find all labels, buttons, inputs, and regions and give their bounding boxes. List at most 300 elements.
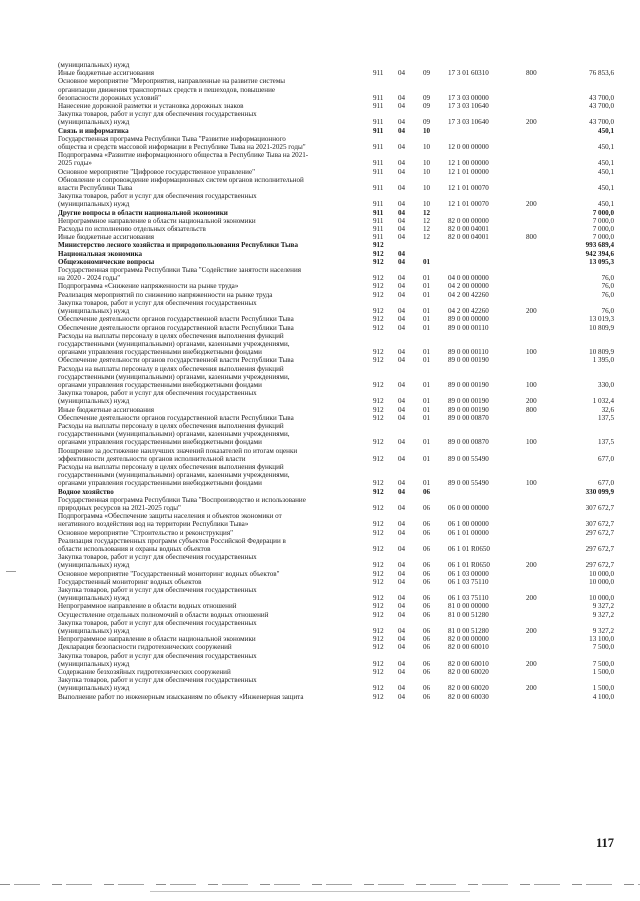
row-name: Национальная экономика	[58, 249, 143, 258]
row-expense-type-code: 800	[526, 233, 537, 242]
row-section-code: 04	[398, 413, 406, 422]
row-section-code: 04	[398, 126, 406, 135]
row-expense-type-code	[526, 315, 556, 323]
table-row	[58, 635, 614, 643]
row-grbs-code: 911	[373, 184, 384, 193]
row-grbs-code: 912	[373, 356, 384, 365]
row-amount: 7 000,0	[592, 208, 614, 217]
row-expense-type-code	[526, 225, 556, 233]
row-target-article-code: 89 0 00 00000	[448, 315, 489, 324]
row-target-article-code: 89 0 00 55490	[448, 479, 489, 488]
table-row	[58, 488, 614, 496]
row-grbs-code: 912	[373, 323, 384, 332]
table-row	[58, 570, 614, 578]
row-name: Общеэкономические вопросы	[58, 257, 155, 266]
table-row	[58, 233, 614, 241]
row-expense-type-code: 100	[526, 380, 537, 389]
row-expense-type-code: 200	[526, 561, 537, 570]
row-expense-type-code	[526, 282, 556, 290]
row-expense-type-code	[526, 447, 556, 463]
table-row	[58, 69, 614, 77]
row-subsection-code: 01	[423, 405, 431, 414]
row-expense-type-code	[526, 176, 556, 192]
row-grbs-code: 911	[373, 159, 384, 168]
row-subsection-code: 12	[423, 225, 431, 234]
row-section-code: 04	[398, 356, 406, 365]
row-grbs-code: 912	[373, 528, 384, 537]
row-subsection-code: 06	[423, 577, 431, 586]
row-name: Основное мероприятие "Мероприятия, направленные на развитие системы организации движения транспортных средств и пешеходов, повышение безопасности дорожных условий"	[58, 77, 286, 102]
row-expense-type-code: 800	[526, 405, 537, 414]
row-subsection-code: 06	[423, 635, 431, 644]
row-section-code: 04	[398, 159, 406, 168]
table-row	[58, 496, 614, 512]
row-section-code: 04	[398, 282, 406, 291]
table-row	[58, 332, 614, 357]
row-target-article-code: 89 0 00 00870	[448, 438, 489, 447]
table-row	[58, 652, 614, 668]
row-grbs-code: 912	[373, 348, 384, 357]
row-amount: 9 327,2	[592, 602, 614, 611]
table-row	[58, 102, 614, 110]
row-section-code: 04	[398, 143, 406, 152]
row-grbs-code: 911	[373, 118, 384, 127]
row-amount: 1 032,4	[592, 397, 614, 406]
row-subsection-code: 01	[423, 290, 431, 299]
row-amount: 76,0	[601, 274, 614, 283]
row-target-article-code: 89 0 00 00190	[448, 380, 489, 389]
row-expense-type-code	[526, 488, 556, 496]
row-grbs-code: 912	[373, 668, 384, 677]
row-target-article-code: 06 1 00 00000	[448, 520, 489, 529]
row-grbs-code: 912	[373, 249, 384, 258]
row-target-article-code	[448, 488, 526, 496]
row-amount: 137,5	[598, 438, 614, 447]
row-grbs-code	[373, 61, 398, 69]
row-section-code: 04	[398, 69, 406, 78]
row-amount: 10 000,0	[589, 577, 614, 586]
row-subsection-code: 01	[423, 356, 431, 365]
table-row	[58, 324, 614, 332]
row-grbs-code: 912	[373, 290, 384, 299]
row-amount: 330 099,9	[585, 487, 614, 496]
row-target-article-code: 89 0 00 55490	[448, 454, 489, 463]
row-amount: 43 700,0	[589, 118, 614, 127]
row-section-code: 04	[398, 200, 406, 209]
row-amount: 450,1	[598, 159, 614, 168]
row-name: Непрограммное направление в области водных отношений	[58, 602, 237, 611]
row-subsection-code: 06	[423, 528, 431, 537]
row-section-code: 04	[398, 249, 406, 258]
row-name: Расходы на выплаты персоналу в целях обеспечения выполнения функций государственными (муниципальными) органами, казенными учреждениями, органами управления государственными внебюджетными фондами	[58, 421, 290, 447]
row-amount: 9 327,2	[592, 610, 614, 619]
row-section-code: 04	[398, 307, 406, 316]
row-grbs-code: 912	[373, 520, 384, 529]
row-name: Закупка товаров, работ и услуг для обеспечения государственных (муниципальных) нужд	[58, 110, 257, 127]
row-amount: 137,5	[598, 413, 614, 422]
row-name: Реализация государственных программ субъектов Российской Федерации в области использования и охраны водных объектов	[58, 536, 286, 553]
table-row	[58, 578, 614, 586]
row-section-code: 04	[398, 454, 406, 463]
row-section-code: 04	[398, 257, 406, 266]
row-amount	[556, 61, 614, 69]
row-subsection-code: 01	[423, 413, 431, 422]
row-grbs-code: 912	[373, 397, 384, 406]
row-subsection-code: 12	[423, 233, 431, 242]
row-subsection-code: 10	[423, 184, 431, 193]
row-amount: 9 327,2	[592, 627, 614, 636]
row-expense-type-code	[526, 102, 556, 110]
row-section-code: 04	[398, 315, 406, 324]
row-subsection-code: 09	[423, 69, 431, 78]
table-row	[58, 611, 614, 619]
row-grbs-code: 912	[373, 454, 384, 463]
row-subsection-code	[423, 61, 448, 69]
row-section-code: 04	[398, 520, 406, 529]
row-name: Расходы по исполнению отдельных обязательств	[58, 225, 206, 234]
row-target-article-code: 89 0 00 00190	[448, 405, 489, 414]
row-amount: 10 000,0	[589, 569, 614, 578]
row-name: Государственная программа Республики Тыва "Развитие информационного общества и средств массовой информации в Республике Тыва на 2021-2025 годы"	[58, 134, 306, 152]
table-row	[58, 241, 614, 249]
row-expense-type-code: 200	[526, 200, 537, 209]
row-name: Закупка товаров, работ и услуг для обеспечения государственных (муниципальных) нужд	[58, 389, 257, 406]
row-grbs-code: 911	[373, 233, 384, 242]
row-amount: 76,0	[601, 282, 614, 291]
row-expense-type-code	[526, 578, 556, 586]
row-target-article-code: 82 0 00 60010	[448, 643, 489, 652]
row-name: Водное хозяйство	[58, 487, 114, 496]
row-expense-type-code	[526, 529, 556, 537]
row-target-article-code	[448, 250, 526, 258]
row-expense-type-code: 200	[526, 659, 537, 668]
row-target-article-code: 06 1 01 R0650	[448, 561, 490, 570]
row-grbs-code: 911	[373, 126, 384, 135]
row-subsection-code: 06	[423, 520, 431, 529]
row-grbs-code: 912	[373, 438, 384, 447]
row-subsection-code: 12	[423, 216, 431, 225]
table-row	[58, 110, 614, 126]
row-section-code: 04	[398, 602, 406, 611]
row-name: Расходы на выплаты персоналу в целях обеспечения выполнения функций государственными (муниципальными) органами, казенными учреждениями, органами управления государственными внебюджетными фондами	[58, 462, 290, 488]
row-section-code: 04	[398, 577, 406, 586]
row-section-code: 04	[398, 479, 406, 488]
table-row	[58, 217, 614, 225]
row-section-code: 04	[398, 438, 406, 447]
row-name: Непрограммное направление в области национальной экономики	[58, 216, 256, 225]
row-target-article-code: 17 3 01 60310	[448, 69, 489, 78]
row-target-article-code: 04 2 00 42260	[448, 307, 489, 316]
row-section-code: 04	[398, 184, 406, 193]
row-target-article-code: 89 0 00 00870	[448, 413, 489, 422]
row-amount: 76,0	[601, 307, 614, 316]
row-name: Выполнение работ по инженерным изысканиям по объекту «Инженерная защита	[58, 692, 304, 701]
row-target-article-code: 82 0 00 60020	[448, 684, 489, 693]
row-target-article-code: 17 3 03 10640	[448, 102, 489, 111]
row-subsection-code: 06	[423, 659, 431, 668]
row-target-article-code: 17 3 03 00000	[448, 93, 489, 102]
row-expense-type-code	[526, 291, 556, 299]
row-target-article-code: 17 3 03 10640	[448, 118, 489, 127]
table-row	[58, 676, 614, 692]
row-name: Иные бюджетные ассигнования	[58, 233, 155, 242]
row-subsection-code: 09	[423, 118, 431, 127]
row-grbs-code: 912	[373, 315, 384, 324]
row-expense-type-code	[526, 61, 556, 69]
row-name: (муниципальных) нужд	[58, 61, 130, 69]
row-subsection-code: 12	[423, 208, 431, 217]
table-row	[58, 61, 614, 69]
row-subsection-code: 10	[423, 143, 431, 152]
row-expense-type-code	[526, 168, 556, 176]
row-target-article-code: 82 0 00 04001	[448, 233, 489, 242]
row-subsection-code: 06	[423, 594, 431, 603]
scan-margin-mark	[6, 571, 16, 572]
row-amount: 10 000,0	[589, 594, 614, 603]
row-subsection-code: 01	[423, 257, 431, 266]
row-subsection-code: 06	[423, 503, 431, 512]
table-row	[58, 168, 614, 176]
row-amount: 4 100,0	[592, 692, 614, 701]
row-target-article-code: 81 0 00 51280	[448, 627, 489, 636]
table-row	[58, 586, 614, 602]
row-amount: 330,0	[598, 380, 614, 389]
row-subsection-code: 06	[423, 561, 431, 570]
row-target-article-code: 06 1 01 00000	[448, 528, 489, 537]
row-name: Расходы на выплаты персоналу в целях обеспечения выполнения функций государственными (муниципальными) органами, казенными учреждениями, органами управления государственными внебюджетными фондами	[58, 364, 290, 389]
row-expense-type-code	[526, 135, 556, 151]
row-expense-type-code: 100	[526, 348, 537, 357]
row-expense-type-code: 800	[526, 69, 537, 78]
table-row	[58, 282, 614, 290]
table-row	[58, 192, 614, 208]
row-expense-type-code	[526, 602, 556, 610]
row-grbs-code: 911	[373, 143, 384, 152]
row-target-article-code: 04 0 00 00000	[448, 274, 489, 283]
row-section-code	[398, 241, 423, 249]
row-section-code: 04	[398, 397, 406, 406]
row-name: Расходы на выплаты персоналу в целях обеспечения выполнения функций государственными (муниципальными) органами, казенными учреждениями, органами управления государственными внебюджетными фондами	[58, 331, 290, 357]
row-grbs-code: 912	[373, 405, 384, 414]
row-subsection-code: 10	[423, 159, 431, 168]
row-section-code: 04	[398, 528, 406, 537]
row-amount: 993 689,4	[585, 241, 614, 250]
row-name: Другие вопросы в области национальной экономики	[58, 208, 228, 217]
row-subsection-code: 06	[423, 544, 431, 553]
row-amount: 942 394,6	[585, 249, 614, 258]
row-name: Декларация безопасности гидротехнических сооружений	[58, 643, 232, 652]
row-section-code: 04	[398, 692, 406, 701]
row-name: Связь и информатика	[58, 126, 129, 135]
row-name: Обеспечение деятельности органов государственной власти Республики Тыва	[58, 323, 294, 332]
row-amount: 7 000,0	[592, 233, 614, 242]
row-section-code: 04	[398, 380, 406, 389]
row-amount: 13 019,3	[589, 315, 614, 324]
row-expense-type-code	[526, 635, 556, 643]
row-subsection-code: 01	[423, 380, 431, 389]
row-name: Нанесение дорожной разметки и установка дорожных знаков	[58, 102, 244, 111]
row-subsection-code	[423, 250, 448, 258]
table-row	[58, 512, 614, 528]
row-grbs-code: 911	[373, 216, 384, 225]
row-amount: 7 000,0	[592, 216, 614, 225]
row-section-code: 04	[398, 216, 406, 225]
row-target-article-code: 89 0 00 00110	[448, 323, 489, 332]
row-expense-type-code	[526, 127, 556, 135]
row-subsection-code	[423, 241, 448, 249]
row-name: Закупка товаров, работ и услуг для обеспечения государственных (муниципальных) нужд	[58, 618, 257, 636]
row-section-code: 04	[398, 659, 406, 668]
row-target-article-code	[448, 61, 526, 69]
row-expense-type-code: 200	[526, 397, 537, 406]
row-section-code: 04	[398, 610, 406, 619]
row-grbs-code: 911	[373, 93, 384, 102]
row-name: Обеспечение деятельности органов государственной власти Республики Тыва	[58, 356, 294, 365]
row-expense-type-code	[526, 209, 556, 217]
row-grbs-code: 912	[373, 627, 384, 636]
row-grbs-code: 912	[373, 602, 384, 611]
row-section-code: 04	[398, 503, 406, 512]
row-grbs-code: 911	[373, 102, 384, 111]
row-name: Поощрение за достижение наилучших значений показателей по итогам оценки эффективности деятельности органов исполнительной власти	[58, 446, 298, 463]
table-row	[58, 176, 614, 192]
row-subsection-code: 10	[423, 200, 431, 209]
row-grbs-code: 912	[373, 257, 384, 266]
row-grbs-code: 912	[373, 577, 384, 586]
row-target-article-code: 12 1 01 00070	[448, 200, 489, 209]
table-row	[58, 299, 614, 315]
table-row	[58, 643, 614, 651]
row-section-code: 04	[398, 348, 406, 357]
row-amount: 307 672,7	[585, 503, 614, 512]
row-target-article-code: 12 1 01 00000	[448, 167, 489, 176]
row-section-code: 04	[398, 561, 406, 570]
row-expense-type-code	[526, 266, 556, 282]
row-name: Иные бюджетные ассигнования	[58, 405, 155, 414]
row-name: Государственная программа Республики Тыва "Содействие занятости населения на 2020 - 2024 годы"	[58, 266, 302, 283]
row-expense-type-code: 200	[526, 307, 537, 316]
row-target-article-code: 81 0 00 00000	[448, 602, 489, 611]
row-name: Закупка товаров, работ и услуг для обеспечения государственных (муниципальных) нужд	[58, 298, 257, 316]
row-subsection-code: 01	[423, 282, 431, 291]
row-grbs-code: 912	[373, 307, 384, 316]
table-row	[58, 356, 614, 364]
row-section-code: 04	[398, 118, 406, 127]
row-name: Реализация мероприятий по снижению напряженности на рынке труда	[58, 290, 273, 299]
row-amount: 76,0	[601, 290, 614, 299]
row-grbs-code: 911	[373, 69, 384, 78]
row-subsection-code: 01	[423, 315, 431, 324]
row-section-code: 04	[398, 208, 406, 217]
row-name: Основное мероприятие "Государственный мониторинг водных объектов"	[58, 569, 280, 578]
row-subsection-code: 01	[423, 438, 431, 447]
table-row	[58, 619, 614, 635]
table-row	[58, 422, 614, 447]
table-row	[58, 77, 614, 102]
row-grbs-code: 912	[373, 561, 384, 570]
row-subsection-code: 06	[423, 684, 431, 693]
row-name: Закупка товаров, работ и услуг для обеспечения государственных (муниципальных) нужд	[58, 192, 257, 209]
row-target-article-code: 04 2 00 42260	[448, 290, 489, 299]
row-expense-type-code	[526, 570, 556, 578]
row-grbs-code: 912	[373, 684, 384, 693]
row-target-article-code: 12 1 01 00070	[448, 184, 489, 193]
row-section-code: 04	[398, 405, 406, 414]
row-grbs-code: 911	[373, 200, 384, 209]
row-amount: 1 395,0	[592, 356, 614, 365]
row-section-code: 04	[398, 635, 406, 644]
row-section-code: 04	[398, 627, 406, 636]
row-amount: 7 000,0	[592, 225, 614, 234]
row-expense-type-code	[526, 496, 556, 512]
budget-table-body	[58, 61, 614, 701]
row-expense-type-code	[526, 217, 556, 225]
row-target-article-code: 82 0 00 60020	[448, 668, 489, 677]
row-section-code: 04	[398, 544, 406, 553]
row-grbs-code: 912	[373, 692, 384, 701]
row-expense-type-code	[526, 611, 556, 619]
row-name: Закупка товаров, работ и услуг для обеспечения государственных (муниципальных) нужд	[58, 553, 257, 570]
row-expense-type-code: 200	[526, 118, 537, 127]
row-name: Министерство лесного хозяйства и природопользования Республики Тыва	[58, 241, 299, 250]
row-grbs-code: 912	[373, 479, 384, 488]
row-subsection-code: 06	[423, 569, 431, 578]
row-name: Иные бюджетные ассигнования	[58, 69, 155, 78]
row-section-code: 04	[398, 569, 406, 578]
row-grbs-code: 912	[373, 282, 384, 291]
row-target-article-code	[448, 209, 526, 217]
row-target-article-code: 06 1 01 R0650	[448, 544, 490, 553]
row-target-article-code: 89 0 00 00110	[448, 348, 489, 357]
row-grbs-code: 912	[373, 544, 384, 553]
row-target-article-code: 82 0 00 04001	[448, 225, 489, 234]
row-name: Подпрограмма «Снижение напряженности на рынке труда»	[58, 282, 239, 291]
row-section-code: 04	[398, 102, 406, 111]
row-section-code: 04	[398, 225, 406, 234]
row-name: Непрограммное направление в области национальной экономики	[58, 635, 256, 644]
row-name: Закупка товаров, работ и услуг для обеспечения государственных (муниципальных) нужд	[58, 586, 257, 603]
table-row	[58, 668, 614, 676]
row-subsection-code: 01	[423, 323, 431, 332]
row-amount: 10 809,9	[589, 323, 614, 332]
row-amount: 13 100,0	[589, 635, 614, 644]
row-amount: 43 700,0	[589, 93, 614, 102]
row-expense-type-code	[526, 151, 556, 167]
row-name: Государственный мониторинг водных объектов	[58, 577, 202, 586]
row-section-code: 04	[398, 668, 406, 677]
row-section-code: 04	[398, 167, 406, 176]
row-section-code: 04	[398, 233, 406, 242]
row-amount: 32,6	[601, 405, 614, 414]
table-row	[58, 602, 614, 610]
budget-table	[58, 61, 614, 701]
row-section-code: 04	[398, 93, 406, 102]
row-amount: 450,1	[598, 126, 614, 135]
row-amount: 450,1	[598, 184, 614, 193]
row-target-article-code: 06 1 03 75110	[448, 594, 489, 603]
table-row	[58, 135, 614, 151]
row-grbs-code: 911	[373, 208, 384, 217]
table-row	[58, 365, 614, 390]
row-amount: 450,1	[598, 143, 614, 152]
row-target-article-code: 81 0 00 51280	[448, 610, 489, 619]
row-grbs-code: 912	[373, 643, 384, 652]
row-target-article-code: 89 0 00 00190	[448, 397, 489, 406]
row-name: Обеспечение деятельности органов государственной власти Республики Тыва	[58, 315, 294, 324]
row-grbs-code: 911	[373, 167, 384, 176]
row-section-code: 04	[398, 290, 406, 299]
row-expense-type-code	[526, 324, 556, 332]
